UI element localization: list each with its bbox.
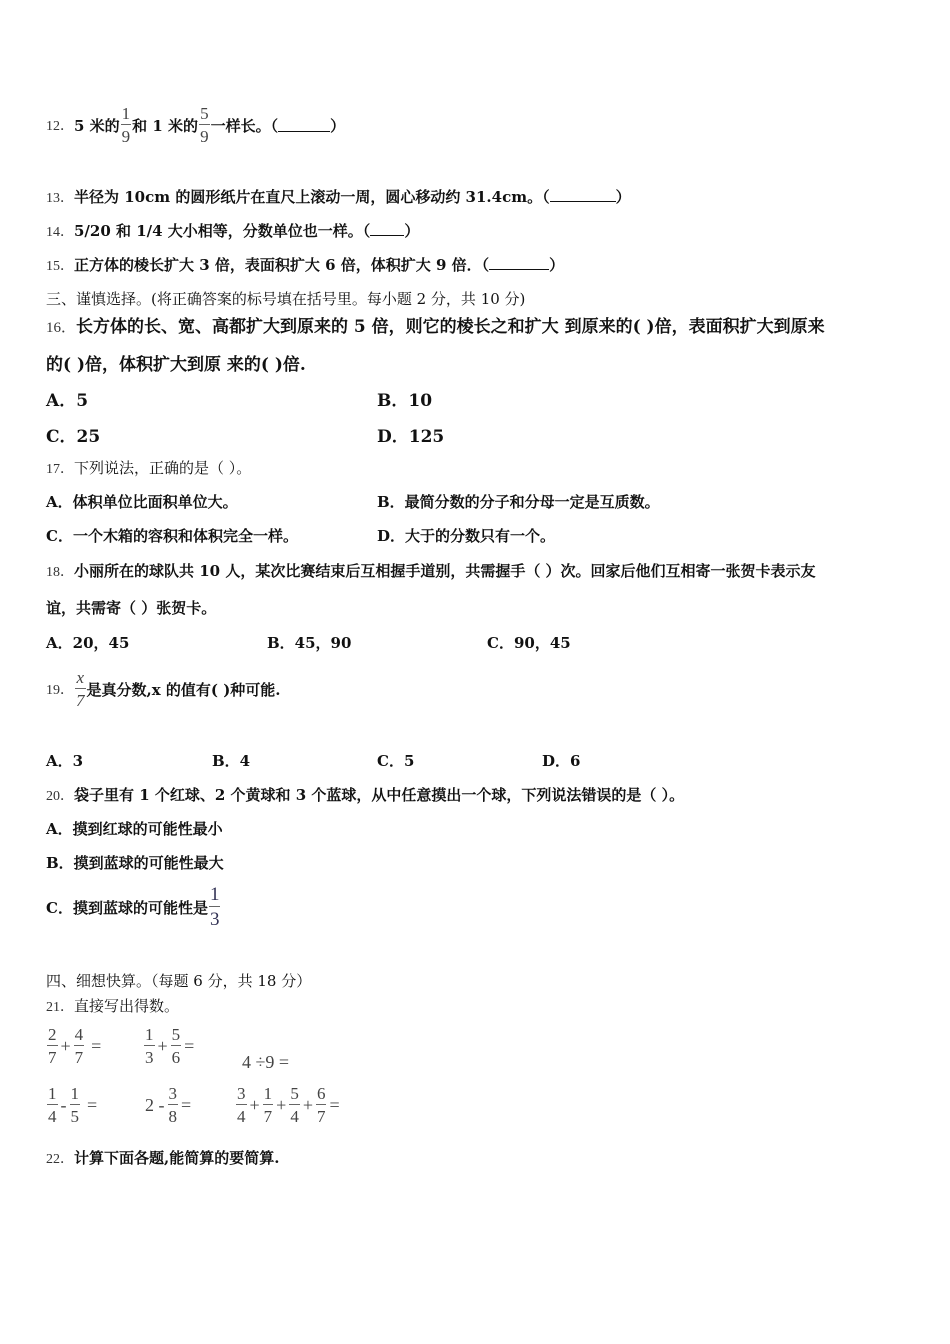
close-paren: ） [404, 222, 420, 240]
option-b[interactable]: B．45，90 [267, 634, 352, 652]
plus-sign: + [249, 1094, 260, 1115]
fraction [47, 1026, 58, 1066]
plus-sign: + [276, 1094, 287, 1115]
expression-6 [235, 1085, 342, 1125]
fraction [144, 1026, 155, 1066]
denominator: 8 [168, 1104, 179, 1125]
denominator: 7 [47, 1045, 58, 1066]
numerator: 1 [209, 884, 220, 905]
numerator: 1 [145, 1025, 154, 1044]
question-number: 12． [46, 119, 74, 134]
fraction-one-ninth [121, 105, 132, 145]
denominator: 9 [199, 124, 210, 145]
denominator: 3 [209, 906, 221, 929]
fraction-one-third [209, 885, 221, 929]
equals-sign: = [91, 1035, 102, 1056]
expression-1 [46, 1026, 103, 1066]
question-number: 22． [46, 1152, 74, 1167]
question-number: 13． [46, 191, 74, 206]
denominator: 5 [70, 1104, 81, 1125]
plus-sign: + [157, 1035, 168, 1056]
question-17 [46, 457, 251, 478]
answer-blank[interactable] [370, 223, 404, 236]
question-20 [46, 784, 684, 805]
numerator: 1 [48, 1084, 57, 1103]
question-text: 袋子里有 1 个红球、2 个黄球和 3 个蓝球，从中任意摸出一个球，下列说法错误的是（ ）。 [74, 786, 685, 804]
equals-sign: = [184, 1035, 195, 1056]
option-a[interactable]: A．体积单位比面积单位大。 [46, 493, 238, 511]
question-18-line2: 谊，共需寄（ ）张贺卡。 [46, 599, 217, 617]
expression-5 [143, 1085, 193, 1125]
fraction [263, 1085, 274, 1125]
option-b[interactable]: B．最简分数的分子和分母一定是互质数。 [377, 493, 660, 511]
question-number: 15． [46, 259, 74, 274]
numerator: 6 [316, 1084, 326, 1103]
question-number: 14． [46, 225, 74, 240]
question-text: 5 米的 [74, 116, 120, 135]
question-text: 直接写出得数。 [74, 997, 180, 1015]
numerator: 5 [290, 1084, 299, 1103]
question-14 [46, 220, 419, 241]
equals-sign: = [329, 1094, 340, 1115]
question-number: 19． [46, 683, 74, 698]
denominator: 9 [121, 124, 132, 145]
option-c[interactable]: C．一个木箱的容积和体积完全一样。 [46, 527, 298, 545]
whole-number: 2 - [145, 1094, 165, 1115]
fraction [74, 1026, 85, 1066]
numerator: 1 [263, 1084, 273, 1103]
numerator: 3 [237, 1084, 246, 1103]
denominator: 4 [47, 1104, 58, 1125]
equals-sign: = [87, 1094, 98, 1115]
question-text: 长方体的长、宽、高都扩大到原来的 5 倍，则它的棱长之和扩大 到原来的( )倍，表面积扩大到原来 [76, 317, 825, 337]
question-number: 21． [46, 1000, 74, 1015]
option-b[interactable]: B．摸到蓝球的可能性最大 [46, 854, 224, 872]
expression-3: 4 ÷9 = [242, 1052, 290, 1072]
fraction-x-over-7 [75, 669, 86, 709]
plus-sign: + [302, 1094, 313, 1115]
minus-sign: - [60, 1094, 67, 1115]
denominator: 3 [144, 1045, 155, 1066]
question-text: 下列说法，正确的是（ ）。 [74, 459, 252, 477]
option-a[interactable]: A．5 [46, 391, 89, 411]
close-paren: ） [330, 116, 346, 135]
numerator: 3 [168, 1084, 177, 1103]
option-b[interactable]: B．4 [212, 752, 251, 770]
question-21 [46, 995, 179, 1016]
answer-blank[interactable] [278, 119, 330, 132]
section-heading-3: 三、谨慎选择。(将正确答案的标号填在括号里。每小题 2 分，共 10 分) [46, 290, 526, 308]
question-text: 一样长。（ [210, 116, 279, 135]
option-d[interactable]: D．6 [542, 752, 581, 770]
option-c-label: C．摸到蓝球的可能性是 [46, 898, 208, 917]
numerator: x [76, 668, 85, 687]
question-text: 小丽所在的球队共 10 人，某次比赛结束后互相握手道别，共需握手（ ）次。回家后他们互相寄一张贺卡表示友 [74, 562, 816, 580]
question-text: 计算下面各题,能简算的要简算. [74, 1149, 280, 1167]
question-text: 是真分数,x 的值有( )种可能. [86, 680, 281, 699]
option-d[interactable]: D．大于的分数只有一个。 [377, 527, 556, 545]
question-19 [46, 666, 281, 712]
fraction [289, 1085, 300, 1125]
question-text: 正方体的棱长扩大 3 倍，表面积扩大 6 倍，体积扩大 9 倍．（ [74, 256, 490, 274]
denominator: 7 [316, 1104, 327, 1125]
question-13 [46, 186, 631, 207]
plus-sign: + [60, 1035, 71, 1056]
option-b[interactable]: B．10 [377, 391, 433, 411]
numerator: 1 [70, 1084, 79, 1103]
question-number: 18． [46, 565, 74, 580]
option-c[interactable] [46, 884, 221, 930]
denominator: 6 [171, 1045, 182, 1066]
question-number: 20． [46, 789, 74, 804]
numerator: 2 [48, 1025, 57, 1044]
option-d[interactable]: D．125 [377, 427, 445, 447]
section-heading-4: 四、细想快算。（每题 6 分，共 18 分） [46, 972, 312, 990]
numerator: 1 [121, 104, 131, 123]
option-a[interactable]: A．摸到红球的可能性最小 [46, 820, 223, 838]
question-16-line2: 的( )倍，体积扩大到原 来的( )倍. [46, 355, 306, 375]
question-15 [46, 254, 564, 275]
option-c[interactable]: C．5 [377, 752, 415, 770]
question-number: 17． [46, 462, 74, 477]
option-a[interactable]: A．20，45 [46, 634, 130, 652]
equals-sign: = [181, 1094, 192, 1115]
question-12 [46, 102, 345, 148]
question-number: 16． [46, 320, 77, 336]
answer-blank[interactable] [550, 189, 616, 202]
denominator: 7 [74, 1045, 85, 1066]
denominator: 7 [263, 1104, 274, 1125]
question-text: 和 1 米的 [132, 116, 199, 135]
question-16 [46, 312, 825, 337]
numerator: 5 [200, 104, 209, 123]
fraction [168, 1085, 179, 1125]
fraction [70, 1085, 81, 1125]
question-text: 5/20 和 1/4 大小相等，分数单位也一样。（ [74, 222, 371, 240]
denominator: 4 [236, 1104, 247, 1125]
option-c[interactable]: C．90，45 [487, 634, 571, 652]
expression-4 [46, 1085, 99, 1125]
question-text: 半径为 10cm 的圆形纸片在直尺上滚动一周，圆心移动约 31.4cm。（ [74, 188, 550, 206]
denominator: 4 [289, 1104, 300, 1125]
question-18 [46, 560, 816, 581]
fraction [47, 1085, 58, 1125]
option-a[interactable]: A．3 [46, 752, 84, 770]
question-22 [46, 1147, 279, 1168]
option-c[interactable]: C．25 [46, 427, 101, 447]
answer-blank[interactable] [489, 257, 549, 270]
fraction [316, 1085, 327, 1125]
numerator: 4 [74, 1025, 84, 1044]
numerator: 5 [171, 1025, 181, 1044]
denominator: 7 [75, 688, 86, 709]
fraction [171, 1026, 182, 1066]
expression-2 [143, 1026, 196, 1066]
fraction [236, 1085, 247, 1125]
close-paren: ） [615, 188, 631, 206]
close-paren: ） [549, 256, 565, 274]
fraction-five-ninths [199, 105, 210, 145]
